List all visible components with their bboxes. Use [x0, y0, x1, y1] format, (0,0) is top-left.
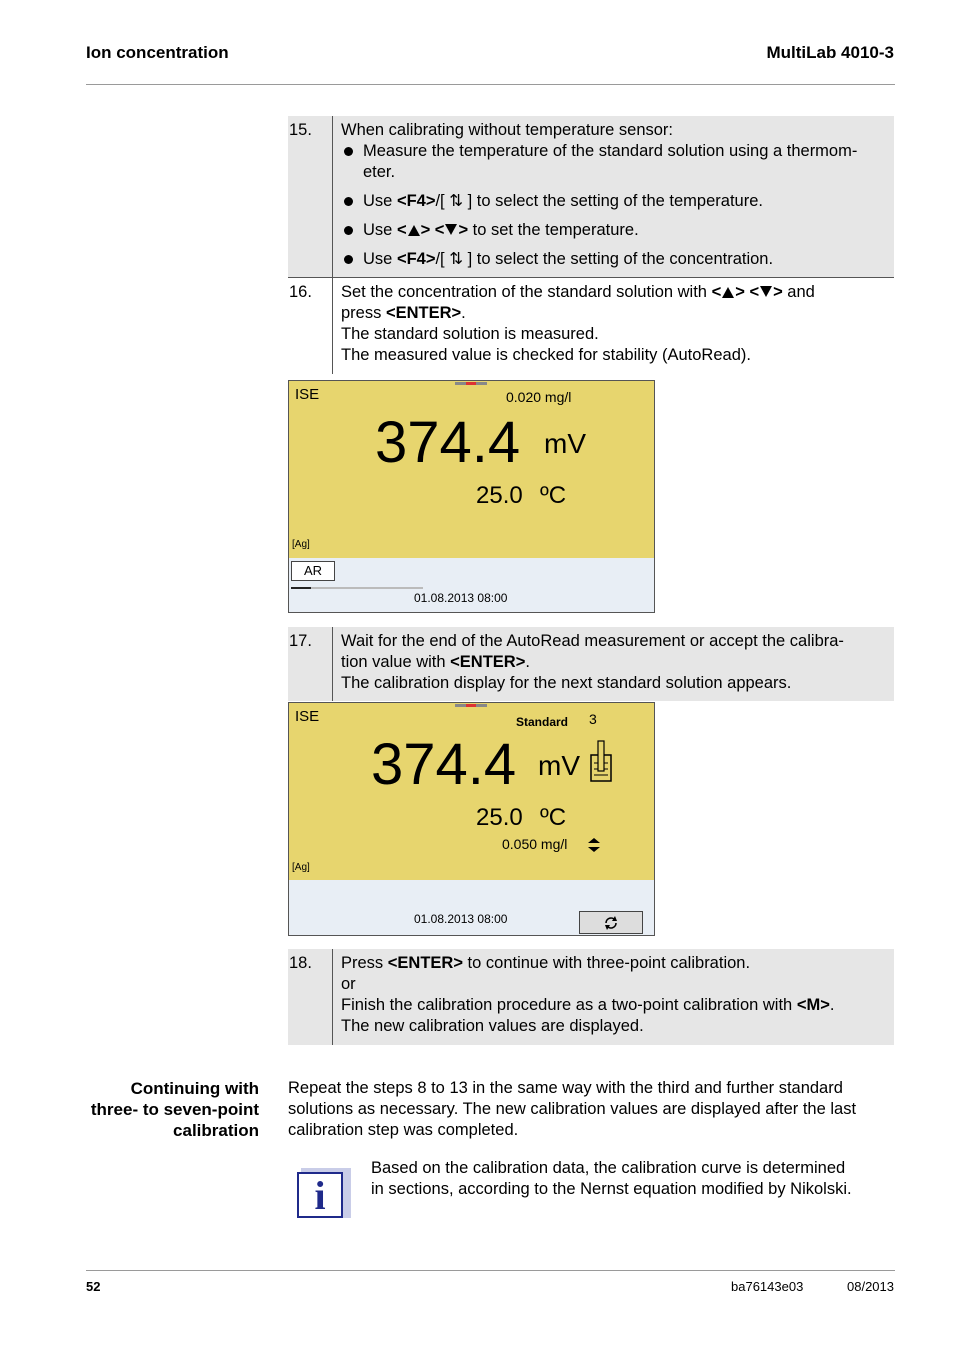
ion-label: [Ag]	[292, 539, 310, 550]
step-16	[288, 278, 894, 374]
header-rule	[86, 84, 895, 85]
header-section-title: Ion concentration	[86, 43, 229, 62]
temperature-value: 25.0	[476, 804, 523, 831]
meter-display-2	[288, 702, 655, 936]
step-text: The calibration display for the next standard solution appears.	[341, 674, 792, 692]
meter-display-1	[288, 380, 655, 613]
beaker-electrode-icon	[589, 739, 613, 783]
step-text: The measured value is checked for stability (AutoRead).	[341, 346, 751, 364]
temperature-unit: ºC	[540, 482, 567, 509]
arrow-up-icon	[408, 225, 420, 236]
refresh-softkey[interactable]	[579, 911, 643, 934]
step-text: press <ENTER>.	[341, 304, 466, 322]
step-15	[288, 116, 894, 278]
display-status-bar	[289, 558, 654, 612]
bullet-item: Use < > < > to set the temperature.	[341, 220, 888, 241]
section-side-heading: Continuing with three- to seven-point calibration	[90, 1079, 259, 1140]
document-id: ba76143e03	[731, 1279, 804, 1294]
arrow-down-icon	[760, 286, 772, 297]
display-status-bar	[289, 880, 654, 935]
mode-label: ISE	[295, 386, 320, 403]
step-text: or	[341, 975, 356, 993]
arrow-down-icon	[445, 224, 457, 235]
section-paragraph: Repeat the steps 8 to 13 in the same way with the third and further standard solutions as necessary. The new calibration values are displayed after the last calibration step was completed.	[288, 1079, 857, 1139]
concentration-value: 0.050 mg/l	[502, 836, 568, 852]
autoread-progress-fill	[291, 587, 311, 589]
datetime: 01.08.2013 08:00	[414, 912, 508, 926]
standard-number: 3	[589, 711, 597, 727]
status-indicator	[455, 704, 487, 707]
bullet-item: Use <F4>/[ ⇅ ] to select the setting of the temperature.	[341, 191, 888, 212]
arrow-up-icon	[722, 287, 734, 298]
measured-value: 374.4	[375, 410, 521, 475]
temperature-unit: ºC	[540, 804, 567, 831]
autoread-button[interactable]: AR	[291, 561, 335, 581]
header-product-name: MultiLab 4010-3	[766, 43, 894, 62]
step-text: Finish the calibration procedure as a two-point calibration with <M>.	[341, 996, 835, 1014]
bullet-item: Use <F4>/[ ⇅ ] to select the setting of the concentration.	[341, 249, 888, 270]
temperature-value: 25.0	[476, 482, 523, 509]
step-number: 15.	[288, 116, 333, 277]
autoread-progress-track	[291, 587, 423, 589]
page-number: 52	[86, 1279, 101, 1294]
step-number: 16.	[288, 278, 333, 374]
step-17	[288, 627, 894, 701]
step-text: Wait for the end of the AutoRead measurement or accept the calibra-	[341, 632, 844, 650]
step-18	[288, 949, 894, 1045]
bullet-item: Measure the temperature of the standard solution using a thermom- eter.	[341, 141, 888, 183]
step-text: Press <ENTER> to continue with three-point calibration.	[341, 954, 751, 972]
step-text: When calibrating without temperature sensor:	[341, 121, 673, 139]
note-text: Based on the calibration data, the calibration curve is determined in sections, according to the Nernst equation modified by Nikolski.	[371, 1159, 852, 1198]
value-unit: mV	[538, 750, 580, 781]
mode-label: ISE	[295, 708, 320, 725]
footer-rule	[86, 1270, 895, 1271]
step-text: The standard solution is measured.	[341, 325, 599, 343]
step-number: 18.	[288, 949, 333, 1045]
step-text: tion value with <ENTER>.	[341, 653, 530, 671]
step-text: Set the concentration of the standard solution with < > < > and	[341, 283, 815, 301]
datetime: 01.08.2013 08:00	[414, 591, 508, 605]
step-text: The new calibration values are displayed.	[341, 1017, 644, 1035]
document-date: 08/2013	[847, 1279, 894, 1294]
concentration-value: 0.020 mg/l	[506, 389, 572, 405]
value-unit: mV	[544, 428, 586, 459]
ion-label: [Ag]	[292, 862, 310, 873]
refresh-icon	[603, 915, 619, 931]
measured-value: 374.4	[371, 732, 517, 797]
adjust-arrows-icon[interactable]	[588, 838, 600, 852]
status-indicator	[455, 382, 487, 385]
step-number: 17.	[288, 627, 333, 701]
standard-label: Standard	[516, 715, 569, 729]
info-icon: i	[297, 1168, 351, 1222]
